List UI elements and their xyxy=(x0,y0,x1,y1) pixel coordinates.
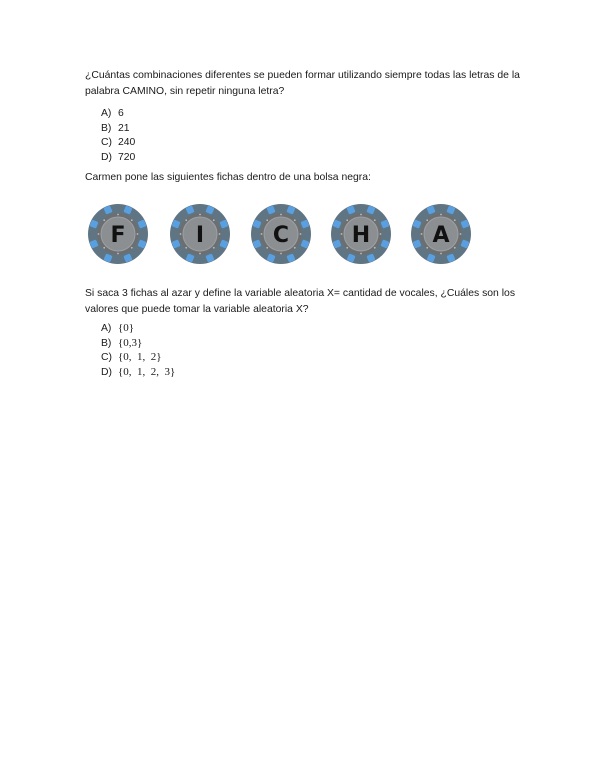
option-letter: D) xyxy=(101,366,112,378)
option-letter: B) xyxy=(101,122,112,134)
option-letter: A) xyxy=(101,108,112,119)
option-c xyxy=(101,350,175,365)
question-2-intro: Carmen pone las siguientes fichas dentro de una bolsa negra: xyxy=(85,172,371,183)
option-value: {0, 1, 2, 3} xyxy=(118,365,176,378)
option-a xyxy=(101,107,135,122)
question-2-text: Si saca 3 fichas al azar y define la variable aleatoria X= cantidad de vocales, ¿Cuáles son los valores que puede tomar la variable aleatoria X? xyxy=(85,288,516,315)
option-value: 6 xyxy=(118,108,124,119)
option-b xyxy=(101,122,135,137)
chip-letter: F xyxy=(110,223,126,248)
question-1-text: ¿Cuántas combinaciones diferentes se pueden formar utilizando siempre todas las letras de la palabra CAMINO, sin repetir ninguna letra? xyxy=(85,70,520,97)
question-2-options xyxy=(101,321,175,379)
chip-icon xyxy=(86,202,150,266)
option-value: {0} xyxy=(118,322,135,334)
option-value: {0, 1, 2} xyxy=(118,351,162,363)
option-c xyxy=(101,136,135,151)
option-letter: B) xyxy=(101,337,112,349)
option-b xyxy=(101,336,175,351)
option-d xyxy=(101,151,135,166)
option-a xyxy=(101,321,175,336)
chip-icon xyxy=(168,202,232,266)
option-letter: A) xyxy=(101,323,112,334)
option-letter: D) xyxy=(101,151,112,163)
chip-letter: I xyxy=(195,223,205,248)
option-value: 21 xyxy=(118,122,130,134)
option-letter: C) xyxy=(101,137,112,148)
option-value: 240 xyxy=(118,137,136,148)
option-value: 720 xyxy=(118,151,136,163)
question-1-options xyxy=(101,107,135,165)
option-d xyxy=(101,365,175,380)
chip-icon xyxy=(329,202,393,266)
chips-image xyxy=(86,202,476,266)
option-value: {0,3} xyxy=(118,336,143,349)
option-letter: C) xyxy=(101,352,112,363)
chip-icon xyxy=(409,202,473,266)
chip-icon xyxy=(249,202,313,266)
chip-letter: A xyxy=(432,223,450,248)
chip-letter: C xyxy=(272,223,290,248)
chip-letter: H xyxy=(351,223,371,248)
